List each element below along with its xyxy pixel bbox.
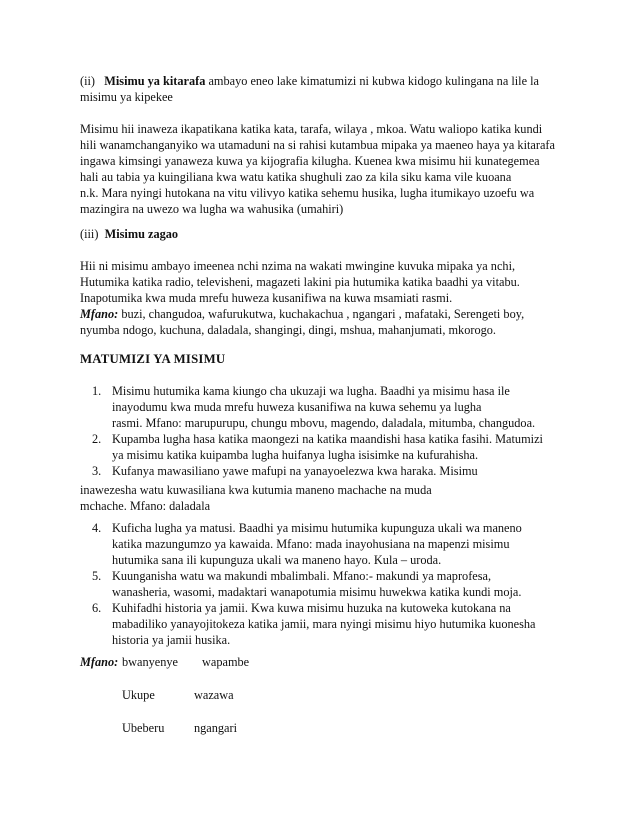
list-line: ya misimu katika kuipamba lugha huifanya lugha isisimke na kufurahisha. xyxy=(112,448,479,462)
example-word: Ukupe xyxy=(122,688,155,702)
list-line: Kupamba lugha hasa katika maongezi na katika maandishi hasa katika fasihi. Matumizi xyxy=(112,432,543,446)
example-line-2: nyumba ndogo, kuchuna, daladala, shangingi, dingi, mshua, mahanjumati, mkorogo. xyxy=(80,323,496,337)
section-iii xyxy=(80,226,580,242)
continuation-text xyxy=(80,482,580,514)
section-ii-line-2: misimu ya kipekee xyxy=(80,90,173,104)
example-line-1 xyxy=(80,306,580,322)
list-item xyxy=(80,383,580,431)
example-word: Ubeberu xyxy=(122,721,165,735)
list-item xyxy=(80,431,580,463)
list-number: 1. xyxy=(92,384,102,398)
list-line: katika mazungumzo ya kawaida. Mfano: mada inayohusiana na mapenzi misimu xyxy=(112,537,510,551)
example-word: wapambe xyxy=(202,655,250,669)
example-label: Mfano: xyxy=(80,655,119,669)
section-iii-title: Misimu zagao xyxy=(104,227,179,241)
list-line: wanasheria, wasomi, madaktari wanapotumia misimu huwekwa katika kundi moja. xyxy=(112,585,522,599)
heading-matumizi xyxy=(80,351,580,367)
list-line: rasmi. Mfano: marupurupu, chungu mbovu, magendo, daladala, mitumba, changudoa. xyxy=(112,416,536,430)
example-words: buzi, changudoa, wafurukutwa, kuchakachua , ngangari , mafataki, Serengeti boy, xyxy=(118,307,525,321)
section-ii-label: (ii) xyxy=(80,74,96,88)
example-word: bwanyenye xyxy=(122,655,178,669)
example-label: Mfano: xyxy=(80,307,119,321)
example-word: wazawa xyxy=(194,688,234,702)
section-ii-rest: ambayo eneo lake kimatumizi ni kubwa kidogo kulingana na lile la xyxy=(208,74,540,88)
section-ii xyxy=(80,73,580,105)
paragraph-line: Hii ni misimu ambayo imeenea nchi nzima na wakati mwingine kuvuka mipaka ya nchi, xyxy=(80,259,516,273)
uses-list-a xyxy=(80,383,580,479)
list-number: 2. xyxy=(92,432,102,446)
list-line: Kufanya mawasiliano yawe mafupi na yanayoelezwa kwa haraka. Misimu xyxy=(112,464,478,478)
list-line: mabadiliko yanayojitokeza katika jamii, mara nyingi misimu hiyo hutumika kuonesha xyxy=(112,617,536,631)
section-ii-line-1 xyxy=(80,73,580,89)
section-ii-title: Misimu ya kitarafa xyxy=(104,74,206,88)
paragraph-line: inawezesha watu kuwasiliana kwa kutumia maneno machache na muda xyxy=(80,483,432,497)
list-item xyxy=(80,520,580,568)
example-word: ngangari xyxy=(194,721,238,735)
paragraph-line: hali au tabia ya kuingiliana kwa watu katika shughuli zao za kila siku kama vile kuoana xyxy=(80,170,512,184)
list-number: 4. xyxy=(92,521,102,535)
list-line: Kuficha lugha ya matusi. Baadhi ya misimu hutumika kupunguza ukali wa maneno xyxy=(112,521,522,535)
list-line: inayodumu kwa muda mrefu huweza kusanifiwa na kuwa sehemu ya lugha xyxy=(112,400,482,414)
paragraph-line: hili wanamchanganyiko wa utamaduni na si rahisi kutambua mipaka ya maeneo haya ya kitarafa xyxy=(80,138,555,152)
paragraph-line: Hutumika katika radio, televisheni, magazeti lakini pia hutumika katika baadhi ya vitabu. xyxy=(80,275,520,289)
paragraph-line: mazingira na uwezo wa lugha wa wahusika (umahiri) xyxy=(80,202,344,216)
uses-list-b xyxy=(80,520,580,648)
list-number: 6. xyxy=(92,601,102,615)
list-number: 5. xyxy=(92,569,102,583)
section-heading: MATUMIZI YA MISIMU xyxy=(80,352,226,366)
paragraph-line: Misimu hii inaweza ikapatikana katika kata, tarafa, wilaya , mkoa. Watu waliopo katika kundi xyxy=(80,122,543,136)
list-line: Kuunganisha watu wa makundi mbalimbali. Mfano:- makundi ya maprofesa, xyxy=(112,569,492,583)
list-item xyxy=(80,463,580,479)
paragraph-line: mchache. Mfano: daladala xyxy=(80,499,211,513)
paragraph-line: n.k. Mara nyingi hutokana na vitu vilivyo katika sehemu husika, lugha itumikayo uzoefu wa xyxy=(80,186,535,200)
paragraph-line: ingawa kimsingi yanaweza kuwa ya kijografia kilugha. Kuenea kwa misimu hii kunategemea xyxy=(80,154,540,168)
paragraph-line: Inapotumika kwa muda mrefu huweza kusanifiwa na kuwa msamiati rasmi. xyxy=(80,291,453,305)
section-iii-label: (iii) xyxy=(80,227,99,241)
list-item xyxy=(80,600,580,648)
section-iii-line xyxy=(80,226,580,242)
paragraph-kitarafa xyxy=(80,121,580,217)
list-line: hutumika sana ili kupunguza ukali wa maneno hayo. Kula – uroda. xyxy=(112,553,442,567)
list-item xyxy=(80,568,580,600)
list-line: historia ya jamii husika. xyxy=(112,633,231,647)
example-block-1 xyxy=(80,306,580,338)
list-line: Kuhifadhi historia ya jamii. Kwa kuwa misimu huzuka na kutoweka kutokana na xyxy=(112,601,511,615)
paragraph-zagao xyxy=(80,258,580,306)
list-number: 3. xyxy=(92,464,102,478)
list-line: Misimu hutumika kama kiungo cha ukuzaji wa lugha. Baadhi ya misimu hasa ile xyxy=(112,384,510,398)
